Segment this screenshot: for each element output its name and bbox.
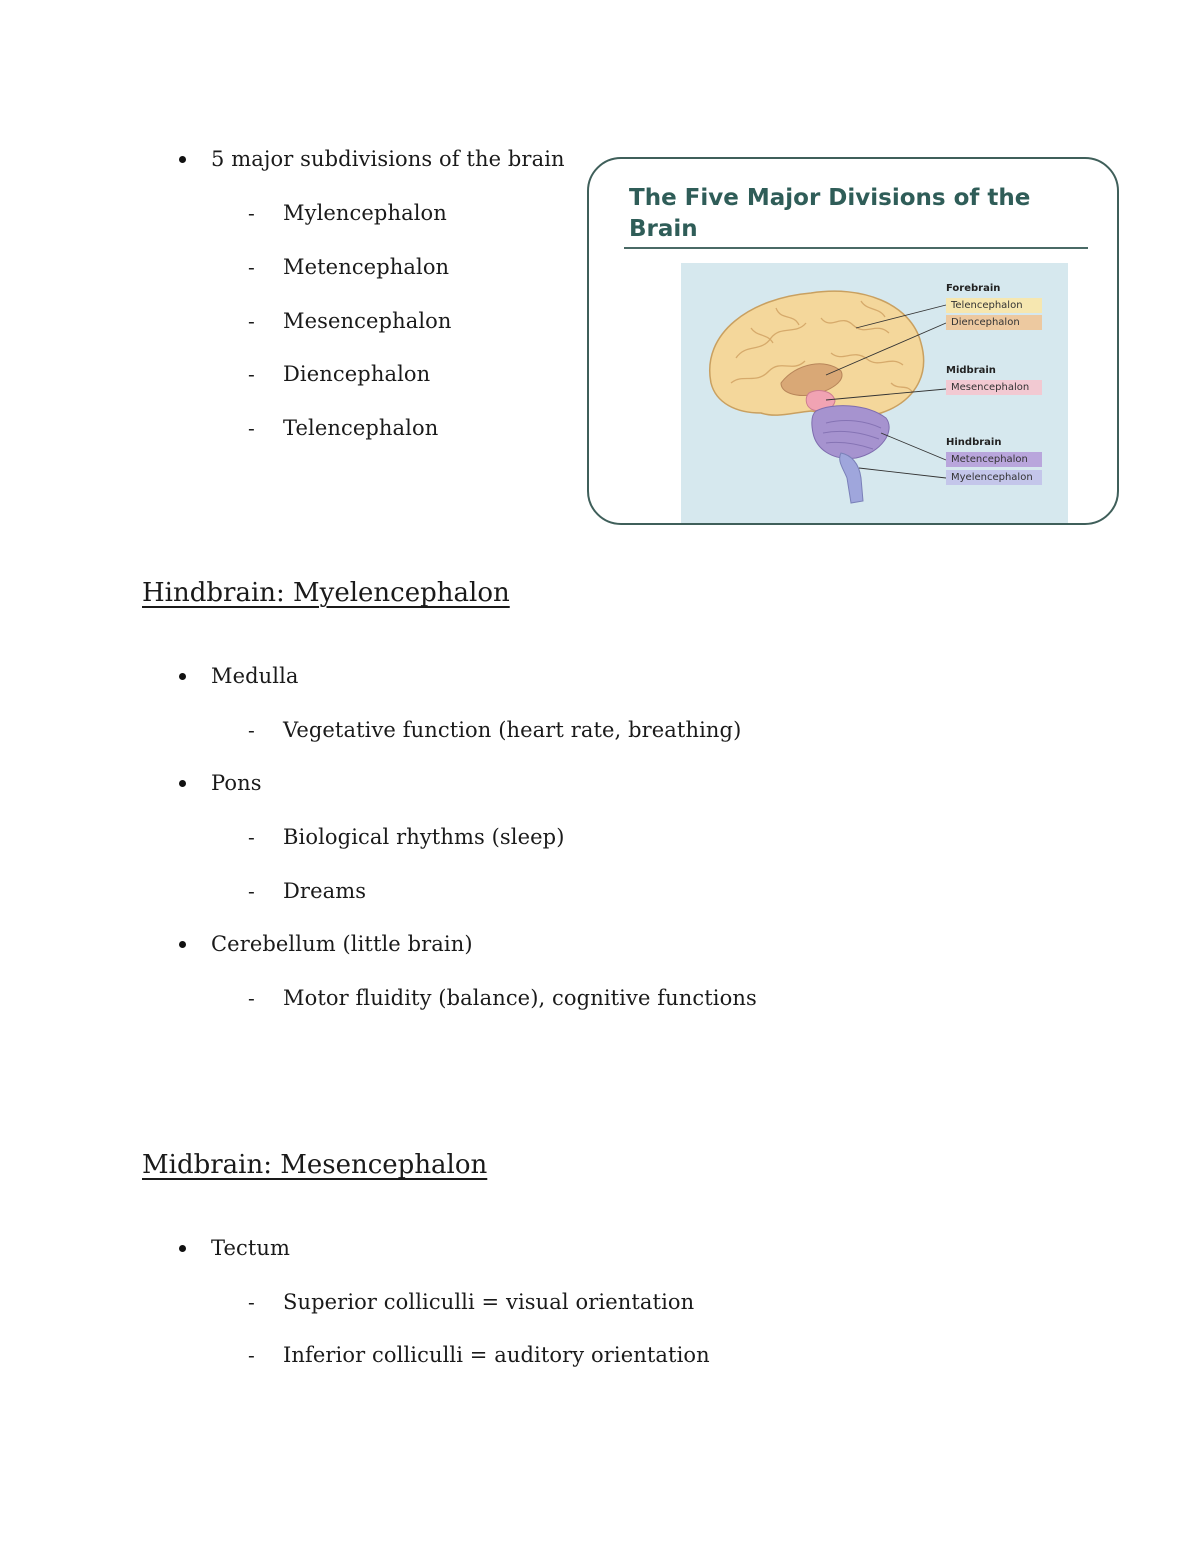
list-main-item: Pons [211,771,262,795]
list-main-item: 5 major subdivisions of the brain [211,147,565,171]
bullet-dot [179,673,186,680]
dash-marker: - [248,309,255,333]
title-divider [624,247,1088,249]
dash-marker: - [248,1290,255,1314]
section-heading-midbrain: Midbrain: Mesencephalon [142,1150,488,1180]
list-item: Mylencephalon [283,201,447,225]
list-item: Telencephalon [283,416,439,440]
list-item: Superior colliculli = visual orientation [283,1290,695,1314]
list-main-item: Medulla [211,664,299,688]
section-heading-hindbrain: Hindbrain: Myelencephalon [142,578,510,608]
list-item: Diencephalon [283,362,431,386]
bullet-dot [179,780,186,787]
label-metencephalon: Metencephalon [946,452,1042,467]
dash-marker: - [248,825,255,849]
dash-marker: - [248,718,255,742]
label-diencephalon: Diencephalon [946,315,1042,330]
label-telencephalon: Telencephalon [946,298,1042,313]
brain-illustration-panel [681,263,1068,525]
dash-marker: - [248,879,255,903]
bullet-dot [179,1245,186,1252]
label-myelencephalon: Myelencephalon [946,470,1042,485]
list-main-item: Cerebellum (little brain) [211,932,473,956]
list-item: Biological rhythms (sleep) [283,825,565,849]
list-item: Inferior colliculli = auditory orientation [283,1343,710,1367]
list-item: Metencephalon [283,255,450,279]
list-item: Dreams [283,879,367,903]
dash-marker: - [248,362,255,386]
list-item: Mesencephalon [283,309,452,333]
brain-divisions-figure [587,157,1119,525]
list-item: Motor fluidity (balance), cognitive functions [283,986,757,1010]
list-main-item: Tectum [211,1236,291,1260]
list-item: Vegetative function (heart rate, breathing) [283,718,742,742]
dash-marker: - [248,986,255,1010]
label-mesencephalon: Mesencephalon [946,380,1042,395]
dash-marker: - [248,416,255,440]
bullet-dot [179,156,186,163]
label-forebrain: Forebrain [946,283,1001,294]
bullet-dot [179,941,186,948]
figure-title: The Five Major Divisions of the Brain [629,185,1031,242]
dash-marker: - [248,255,255,279]
label-hindbrain: Hindbrain [946,437,1002,448]
myelencephalon-shape [840,453,863,503]
dash-marker: - [248,201,255,225]
dash-marker: - [248,1343,255,1367]
label-midbrain: Midbrain [946,365,996,376]
